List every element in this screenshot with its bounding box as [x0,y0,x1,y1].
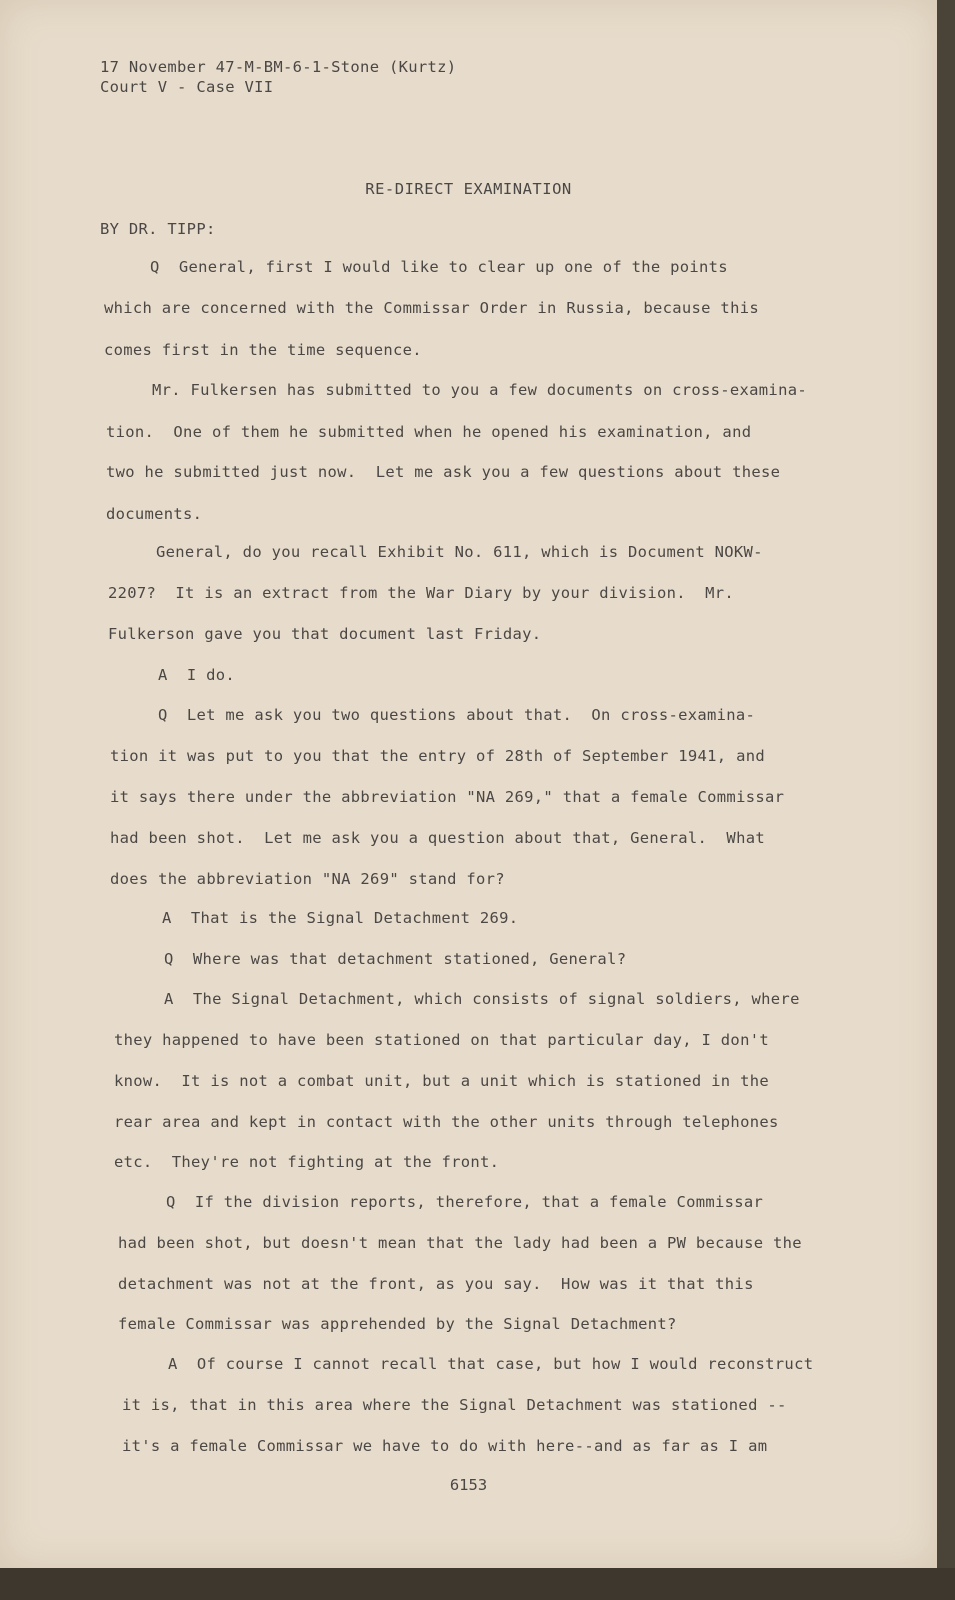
text-line: A I do. [158,666,236,684]
text-line: tion it was put to you that the entry of 28th of September 1941, and [110,747,765,765]
text-line: which are concerned with the Commissar Order in Russia, because this [104,299,759,317]
text-line: A That is the Signal Detachment 269. [162,909,519,927]
text-line: know. It is not a combat unit, but a unit which is stationed in the [114,1072,769,1090]
text-line: Q If the division reports, therefore, that a female Commissar [166,1193,764,1211]
text-line: Q General, first I would like to clear up one of the points [150,258,728,276]
text-line: two he submitted just now. Let me ask you a few questions about these [106,463,781,481]
text-line: rear area and kept in contact with the other units through telephones [114,1113,779,1131]
examiner-byline: BY DR. TIPP: [100,220,216,238]
text-line: A Of course I cannot recall that case, but how I would reconstruct [168,1355,814,1373]
text-line: documents. [106,505,203,523]
text-line: it's a female Commissar we have to do with here--and as far as I am [122,1437,768,1455]
text-line: Mr. Fulkersen has submitted to you a few documents on cross-examina- [152,381,807,399]
text-line: etc. They're not fighting at the front. [114,1153,500,1171]
scan-edge-right [937,0,955,1600]
text-line: A The Signal Detachment, which consists of signal soldiers, where [164,990,800,1008]
text-line: 2207? It is an extract from the War Diary by your division. Mr. [108,584,735,602]
header-line-1: 17 November 47-M-BM-6-1-Stone (Kurtz) [100,58,457,76]
text-line: Fulkerson gave you that document last Friday. [108,625,542,643]
header-line-2: Court V - Case VII [100,78,274,96]
text-line: Q Let me ask you two questions about that. On cross-examina- [158,706,756,724]
page-number: 6153 [449,1476,488,1494]
text-line: General, do you recall Exhibit No. 611, which is Document NOKW- [156,543,763,561]
text-line: female Commissar was apprehended by the Signal Detachment? [118,1315,677,1333]
text-line: detachment was not at the front, as you say. How was it that this [118,1275,754,1293]
text-line: had been shot, but doesn't mean that the lady had been a PW because the [118,1234,802,1252]
section-heading: RE-DIRECT EXAMINATION [365,180,572,198]
text-line: they happened to have been stationed on that particular day, I don't [114,1031,769,1049]
text-line: it says there under the abbreviation "NA 269," that a female Commissar [110,788,785,806]
text-line: does the abbreviation "NA 269" stand for? [110,870,505,888]
text-line: tion. One of them he submitted when he opened his examination, and [106,423,752,441]
scan-edge-bottom [0,1568,955,1600]
text-line: had been shot. Let me ask you a question about that, General. What [110,829,765,847]
text-line: comes first in the time sequence. [104,341,422,359]
text-line: Q Where was that detachment stationed, General? [164,950,627,968]
text-line: it is, that in this area where the Signal Detachment was stationed -- [122,1396,787,1414]
